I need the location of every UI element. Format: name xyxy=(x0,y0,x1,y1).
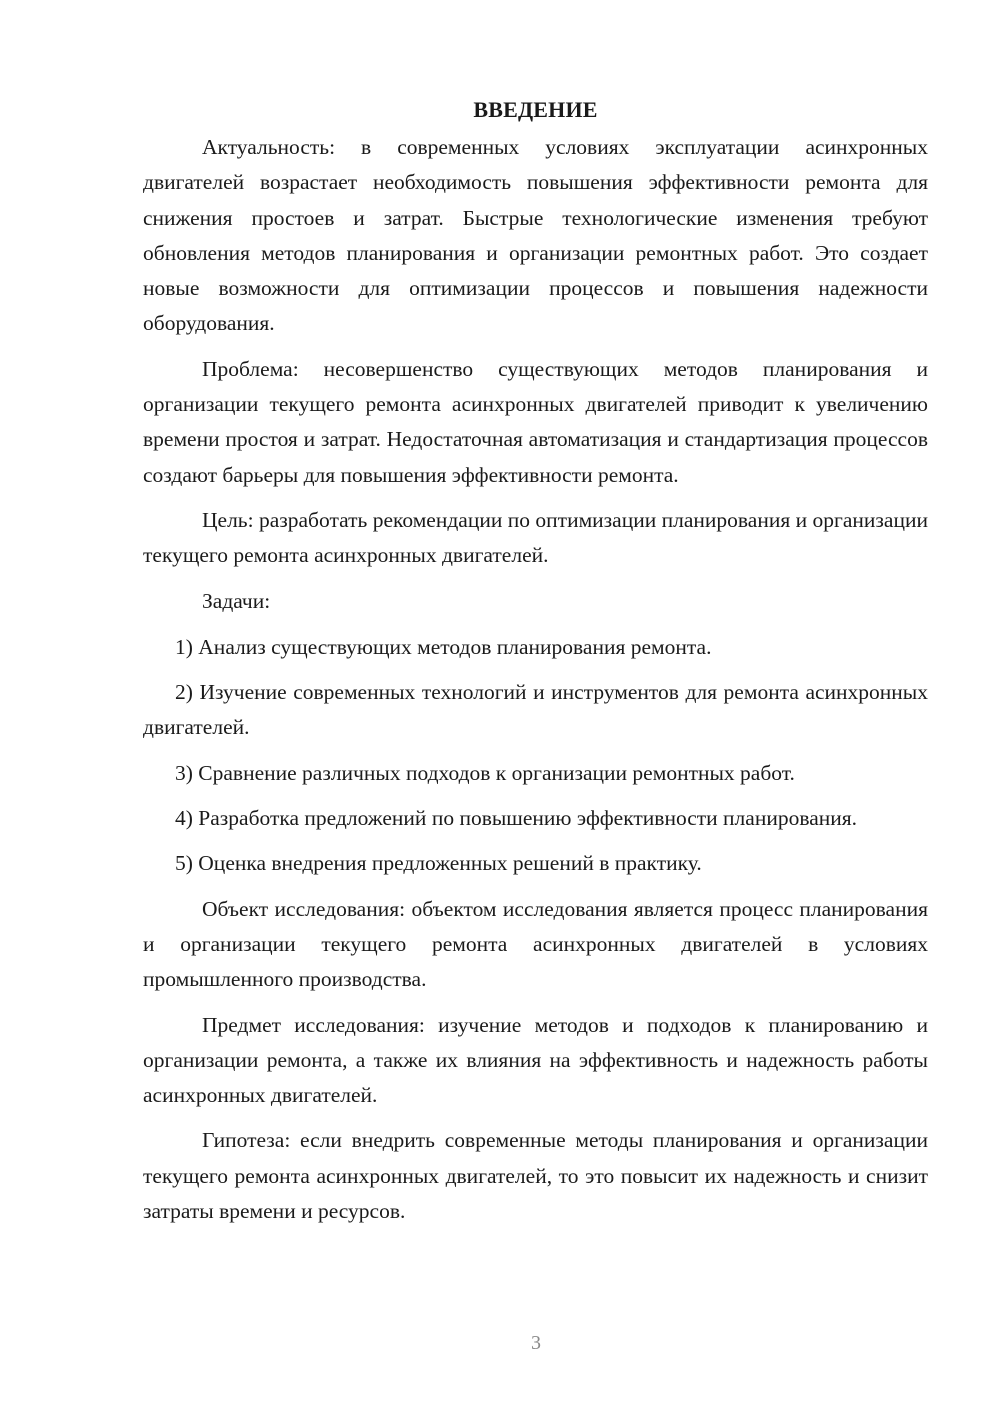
task-item-1: 1) Анализ существующих методов планирования ремонта. xyxy=(175,634,712,659)
document-page xyxy=(143,92,928,1239)
paragraph-subject: Предмет исследования: изучение методов и подходов к планированию и организации ремонта, а также их влияния на эффективность и надежность работы асинхронных двигателей. xyxy=(143,1012,928,1108)
paragraph-relevance: Актуальность: в современных условиях эксплуатации асинхронных двигателей возрастает необходимость повышения эффективности ремонта для снижения простоев и затрат. Быстрые технологические изменения требуют обновления методов планирования и организации ремонтных работ. Это создает новые возможности для оптимизации процессов и повышения надежности оборудования. xyxy=(143,135,928,336)
page-number: 3 xyxy=(531,1332,541,1354)
paragraph-goal: Цель: разработать рекомендации по оптимизации планирования и организации текущего ремонта асинхронных двигателей. xyxy=(143,507,928,568)
section-title: ВВЕДЕНИЕ xyxy=(473,97,598,122)
paragraph-problem: Проблема: несовершенство существующих методов планирования и организации текущего ремонта асинхронных двигателей приводит к увеличению времени простоя и затрат. Недостаточная автоматизация и стандартизация процессов создают барьеры для повышения эффективности ремонта. xyxy=(143,356,928,487)
paragraph-object: Объект исследования: объектом исследования является процесс планирования и организации текущего ремонта асинхронных двигателей в условиях промышленного производства. xyxy=(143,896,928,992)
task-item-4: 4) Разработка предложений по повышению эффективности планирования. xyxy=(175,806,858,831)
task-item-3: 3) Сравнение различных подходов к организации ремонтных работ. xyxy=(175,760,795,785)
tasks-heading: Задачи: xyxy=(202,588,271,613)
task-item-5: 5) Оценка внедрения предложенных решений в практику. xyxy=(175,851,702,876)
paragraph-hypothesis: Гипотеза: если внедрить современные методы планирования и организации текущего ремонта асинхронных двигателей, то это повысит их надежность и снизит затраты времени и ресурсов. xyxy=(143,1128,928,1224)
task-item-2: 2) Изучение современных технологий и инструментов для ремонта асинхронных двигателей. xyxy=(143,680,928,740)
